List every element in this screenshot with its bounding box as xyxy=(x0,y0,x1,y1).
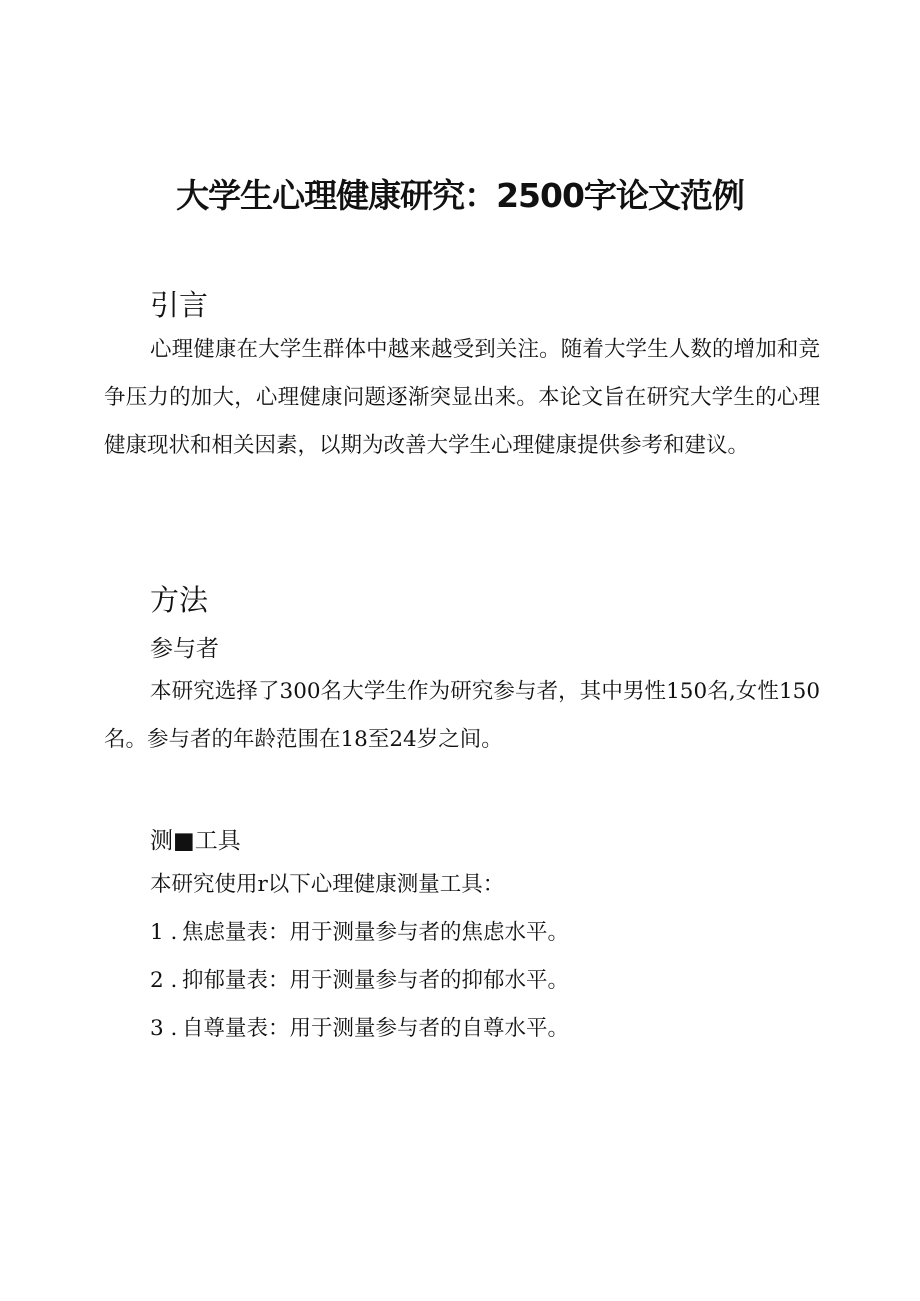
participants-paragraph: 本研究选择了300名大学生作为研究参与者，其中男性150名,女性150名。参与者的年龄范围在18至24岁之间。 xyxy=(104,679,820,752)
list-item-number: 1 . xyxy=(150,920,178,945)
list-item-number: 3 . xyxy=(150,1016,178,1041)
instruments-heading: 测■工具 xyxy=(150,828,241,854)
list-item-text: 抑郁量表：用于测量参与者的抑郁水平。 xyxy=(182,968,570,993)
list-item-number: 2 . xyxy=(150,968,178,993)
introduction-paragraph: 心理健康在大学生群体中越来越受到关注。随着大学生人数的增加和竞争压力的加大，心理健康问题逐渐突显出来。本论文旨在研究大学生的心理健康现状和相关因素，以期为改善大学生心理健康提供参考和建议。 xyxy=(104,337,820,458)
methods-heading: 方法 xyxy=(150,583,209,617)
participants-heading: 参与者 xyxy=(150,636,219,662)
document-title: 大学生心理健康研究：2500字论文范例 xyxy=(176,176,744,215)
list-item xyxy=(150,918,569,948)
list-item xyxy=(150,966,569,996)
list-item xyxy=(150,1014,569,1044)
instruments-intro: 本研究使用r以下心理健康测量工具： xyxy=(150,872,505,897)
list-item-text: 焦虑量表：用于测量参与者的焦虑水平。 xyxy=(182,920,570,945)
list-item-text: 自尊量表：用于测量参与者的自尊水平。 xyxy=(182,1016,570,1041)
introduction-heading: 引言 xyxy=(150,288,209,322)
